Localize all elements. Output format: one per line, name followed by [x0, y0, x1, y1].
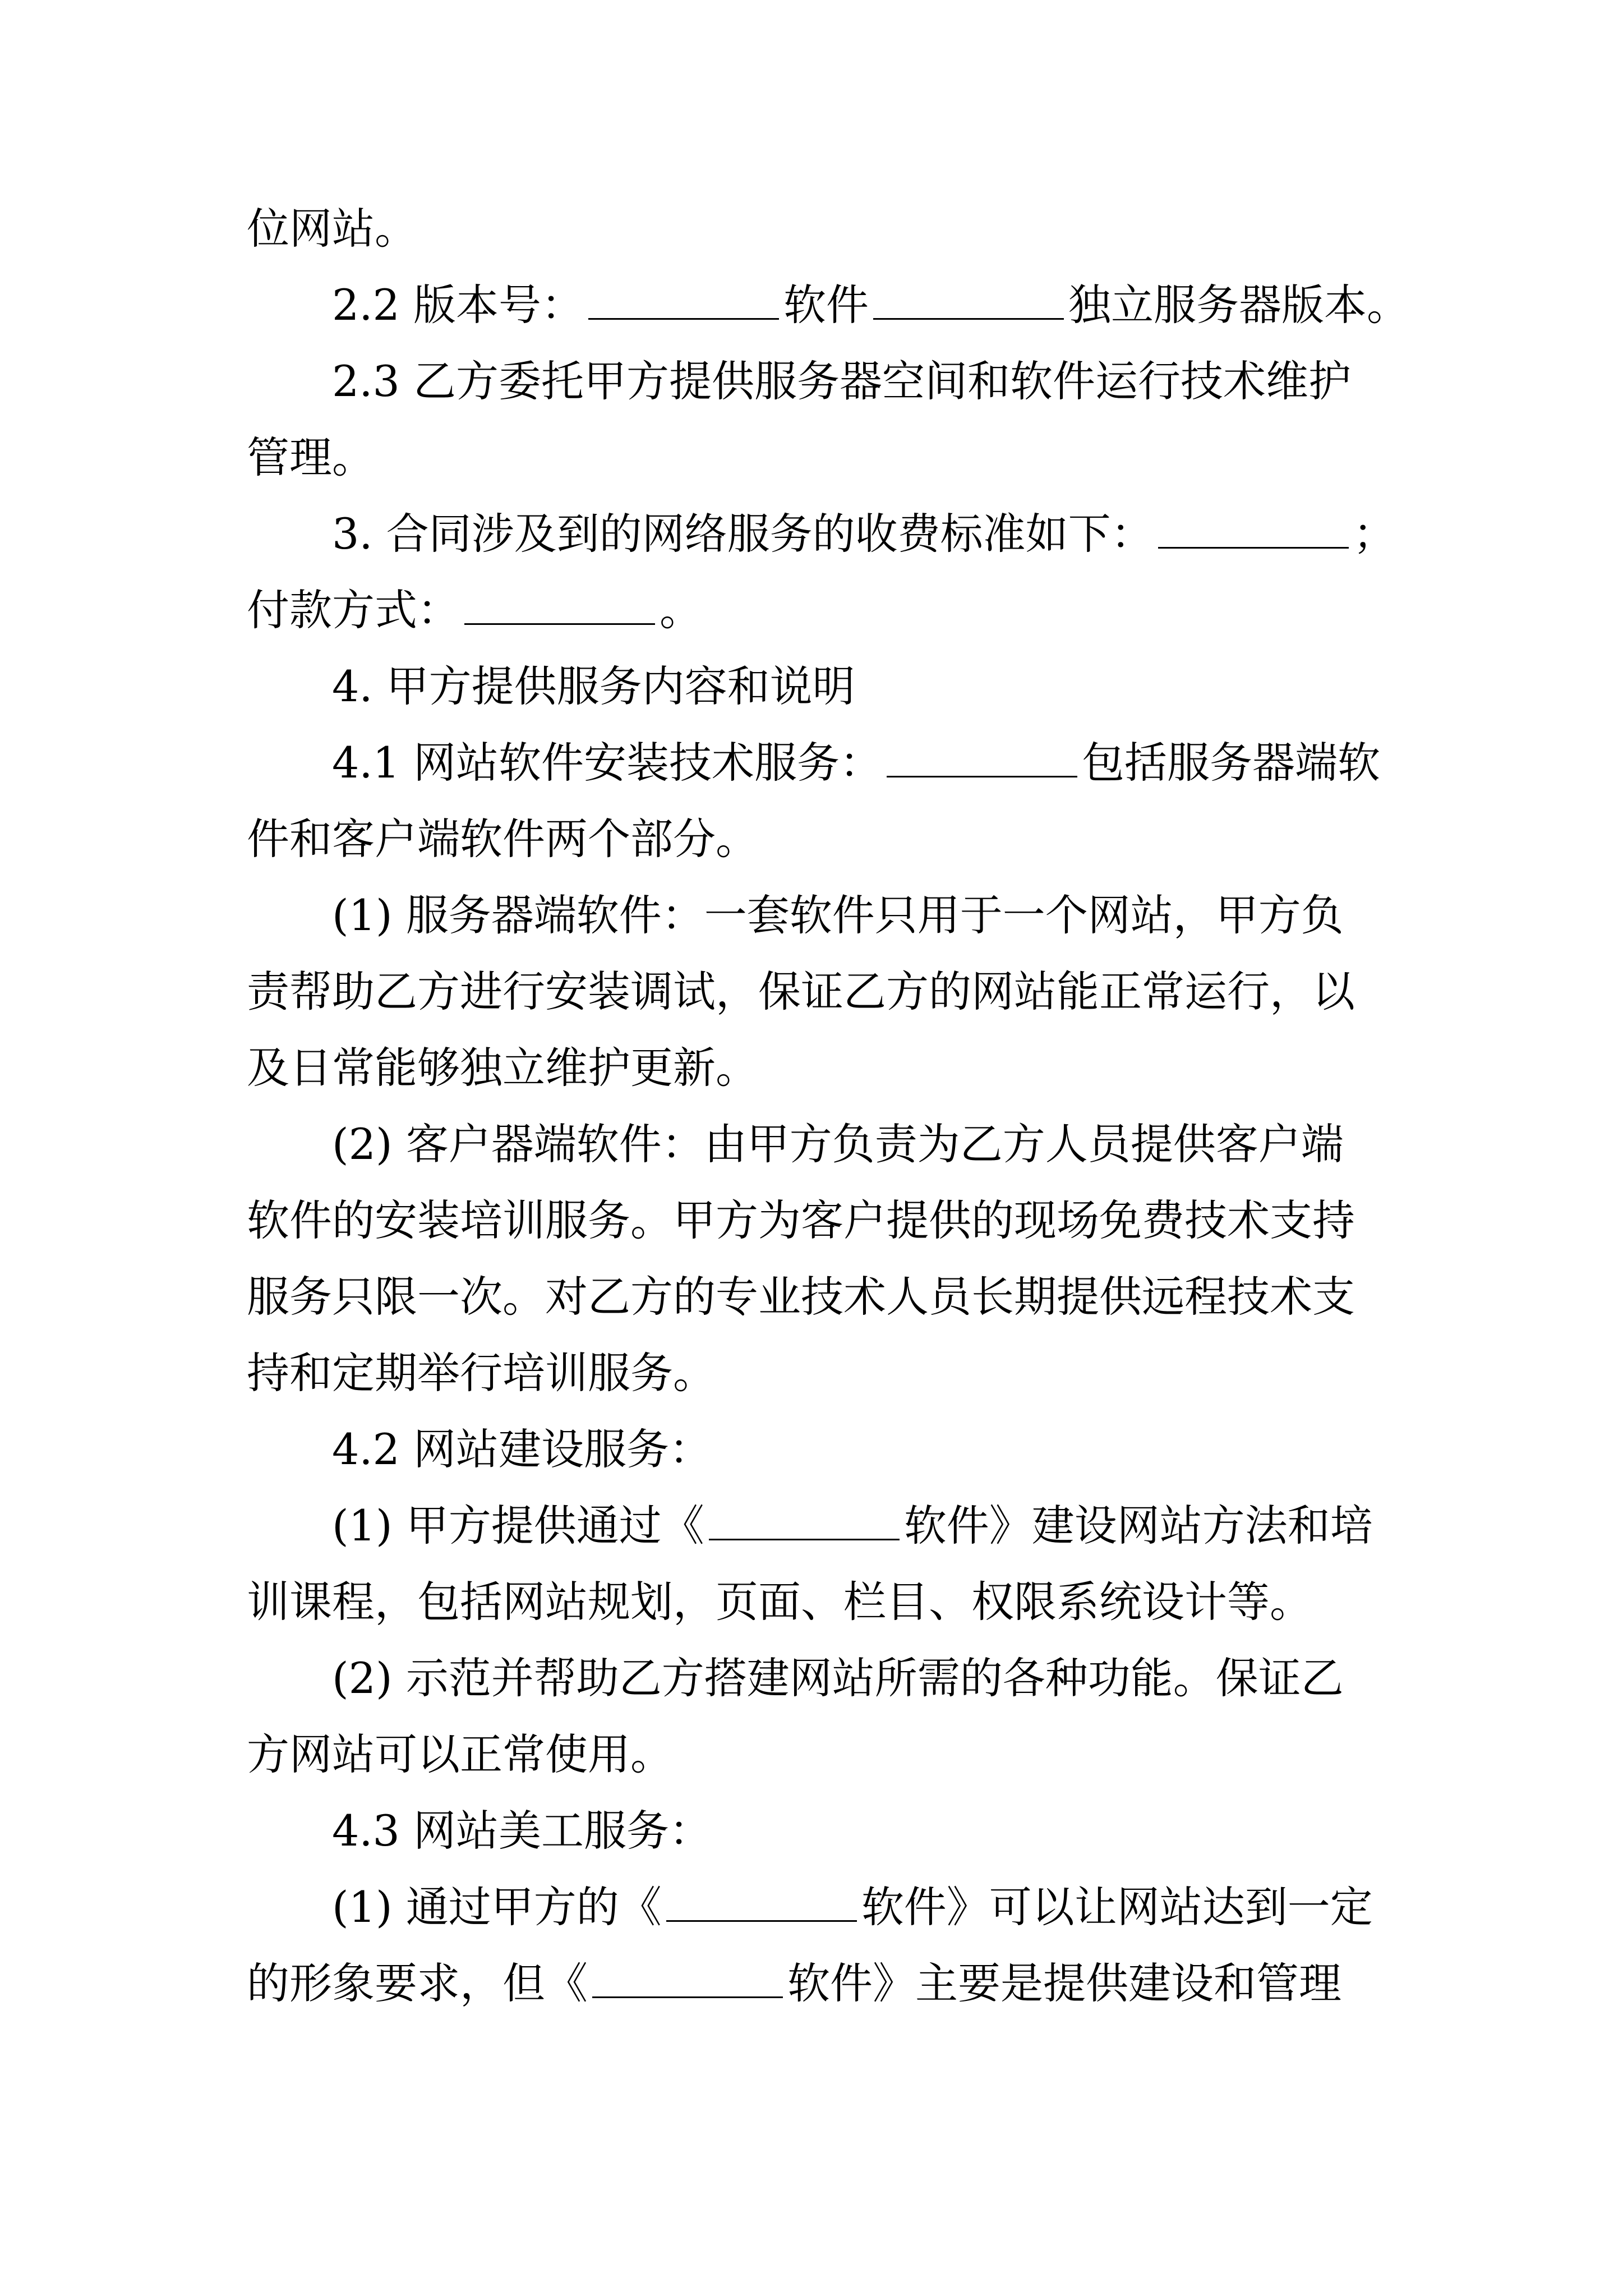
- line-text: (2) 客户器端软件：由甲方负责为乙方人员提供客户端: [332, 1119, 1344, 1169]
- document-line: [247, 1945, 1380, 2022]
- document-line: [247, 1640, 1380, 1717]
- line-text: 。: [660, 585, 702, 635]
- line-text: ；: [1353, 509, 1396, 559]
- line-text: (1) 服务器端软件：一套软件只用于一个网站，甲方负: [332, 890, 1344, 940]
- document-body: [247, 191, 1410, 2022]
- line-text: 包括服务器端软: [1082, 738, 1381, 788]
- document-line: [247, 1106, 1380, 1182]
- line-text: 及日常能够独立维护更新。: [247, 1043, 758, 1093]
- line-text: 件和客户端软件两个部分。: [247, 814, 758, 864]
- line-text: (1) 甲方提供通过《: [332, 1501, 704, 1550]
- fill-in-blank: [1158, 513, 1349, 549]
- document-line: [247, 572, 1380, 648]
- line-text: 软件》主要是提供建设和管理: [787, 1958, 1341, 2008]
- fill-in-blank: [666, 1887, 857, 1922]
- line-text: (2) 示范并帮助乙方搭建网站所需的各种功能。保证乙: [332, 1653, 1344, 1703]
- document-line: [247, 801, 1380, 877]
- line-text: 4.1 网站软件安装技术服务：: [332, 738, 883, 788]
- document-line: [247, 1030, 1380, 1106]
- line-text: (1) 通过甲方的《: [332, 1882, 662, 1932]
- line-text: 独立服务器版本。: [1068, 280, 1410, 330]
- document-line: [247, 1793, 1380, 1869]
- line-text: 3. 合同涉及到的网络服务的收费标准如下：: [332, 509, 1154, 559]
- document-line: [247, 343, 1380, 420]
- fill-in-blank: [873, 284, 1064, 320]
- document-line: [247, 648, 1380, 725]
- line-text: 训课程，包括网站规划，页面、栏目、权限系统设计等。: [247, 1577, 1312, 1627]
- document-line: [247, 1488, 1380, 1564]
- line-text: 2.2 版本号：: [332, 280, 584, 330]
- document-line: [247, 1335, 1380, 1411]
- document-line: [247, 1259, 1380, 1335]
- document-line: [247, 191, 1380, 267]
- document-line: [247, 420, 1380, 496]
- document-line: [247, 1717, 1380, 1793]
- document-line: [247, 877, 1380, 954]
- document-line: [247, 1182, 1380, 1259]
- fill-in-blank: [592, 1963, 783, 1998]
- line-text: 4. 甲方提供服务内容和说明: [332, 661, 855, 711]
- line-text: 4.3 网站美工服务：: [332, 1806, 712, 1856]
- line-text: 4.2 网站建设服务：: [332, 1424, 712, 1474]
- fill-in-blank: [887, 742, 1077, 777]
- document-line: [247, 1564, 1380, 1640]
- fill-in-blank: [709, 1505, 900, 1540]
- fill-in-blank: [588, 284, 779, 320]
- line-text: 责帮助乙方进行安装调试，保证乙方的网站能正常运行，以: [247, 967, 1355, 1016]
- line-text: 管理。: [247, 432, 375, 482]
- line-text: 方网站可以正常使用。: [247, 1729, 673, 1779]
- line-text: 付款方式：: [247, 585, 460, 635]
- line-text: 的形象要求，但《: [247, 1958, 588, 2008]
- line-text: 软件》可以让网站达到一定: [861, 1882, 1373, 1932]
- document-line: [247, 496, 1396, 572]
- line-text: 持和定期举行培训服务。: [247, 1348, 716, 1398]
- document-line: [247, 725, 1380, 801]
- line-text: 软件》建设网站方法和培: [903, 1501, 1373, 1550]
- line-text: 服务只限一次。对乙方的专业技术人员长期提供远程技术支: [247, 1272, 1355, 1322]
- document-line: [247, 1411, 1380, 1488]
- document-line: [247, 1869, 1380, 1945]
- fill-in-blank: [464, 590, 655, 625]
- line-text: 软件的安装培训服务。甲方为客户提供的现场免费技术支持: [247, 1195, 1355, 1245]
- document-line: [247, 267, 1410, 343]
- document-line: [247, 954, 1380, 1030]
- line-text: 2.3 乙方委托甲方提供服务器空间和软件运行技术维护: [332, 356, 1352, 406]
- line-text: 软件: [783, 280, 869, 330]
- line-text: 位网站。: [247, 204, 417, 254]
